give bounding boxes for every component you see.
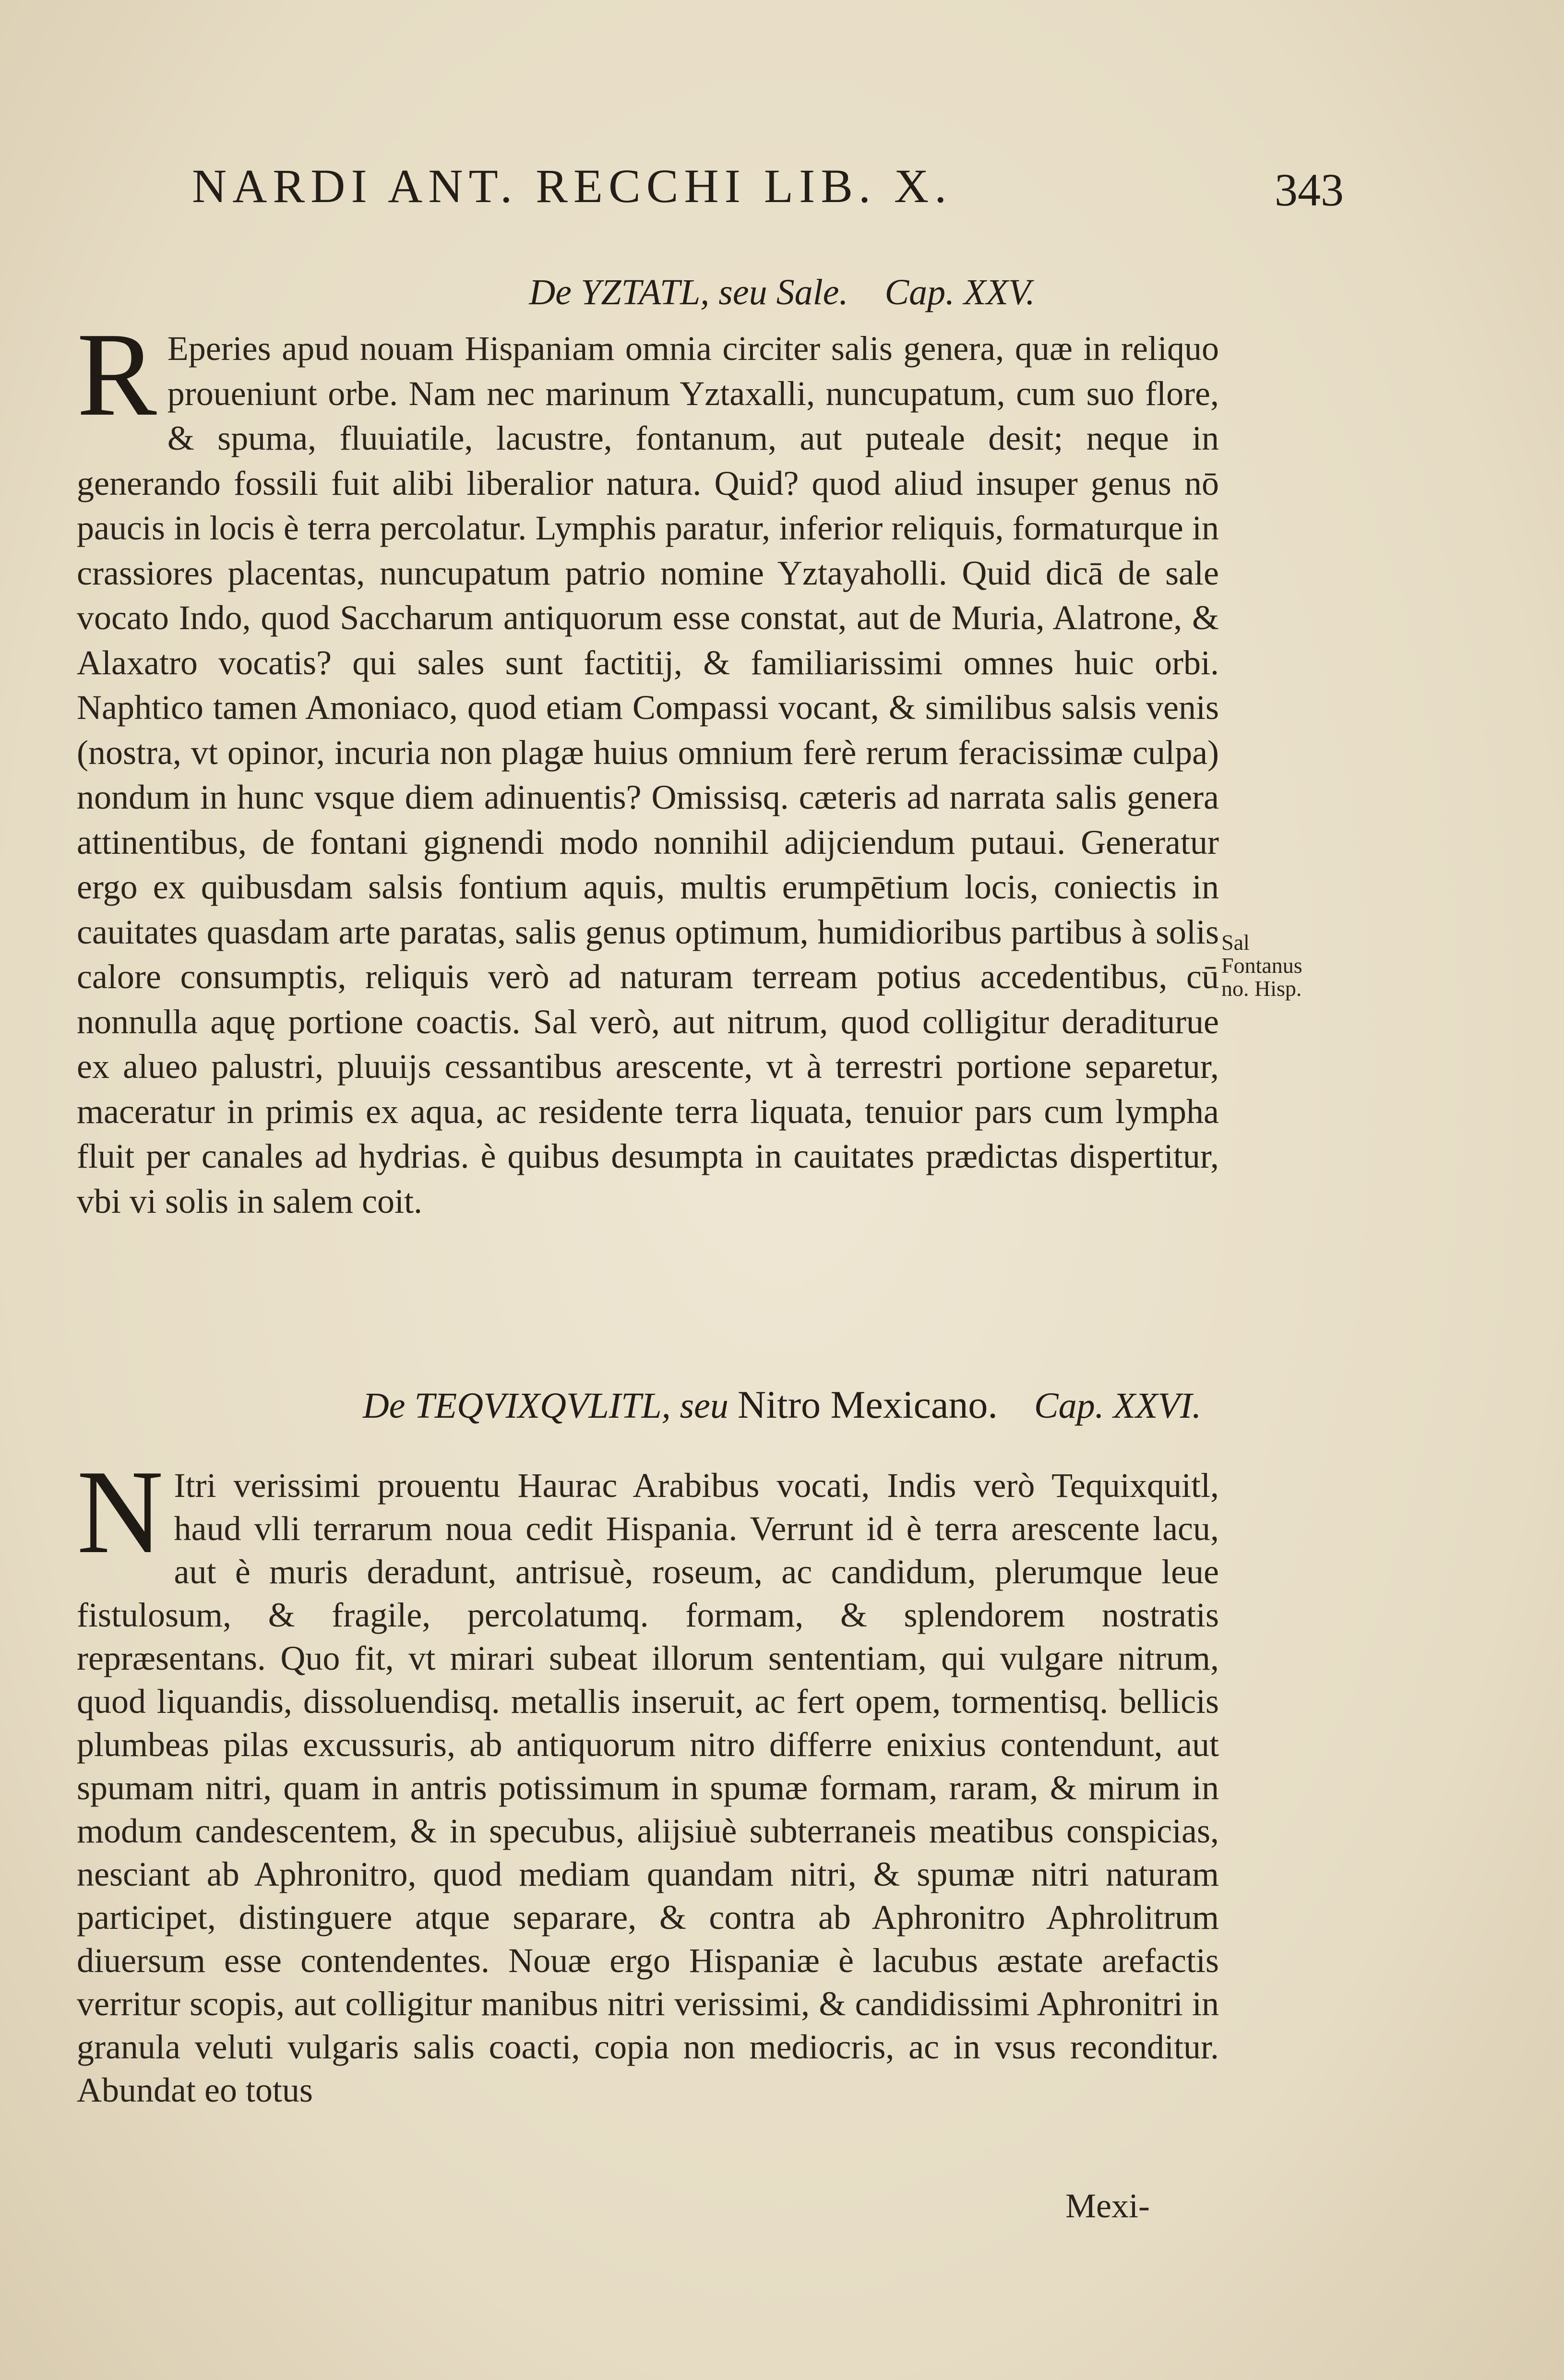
page-number: 343 (1275, 164, 1344, 215)
chapter-25-title-text: De YZTATL, seu Sale. (529, 272, 848, 312)
catchword: Mexi- (1065, 2187, 1150, 2225)
chapter-25-text: Eperies apud nouam Hispaniam omnia circiter salis genera, quæ in reliquo proueniunt orbe. Nam nec marinum Yztaxalli, nuncupatum, cum suo flore, & spuma, fluuiatile, lacustre, fontanum, aut puteale desit; neque in generando fossili fuit alibi liberalior natura. Quid? quod aliud insuper genus nō paucis in locis è terra percolatur. Lymphis paratur, inferior reliquis, formaturque in crassiores placentas, nuncupatum patrio nomine Yztayaholli. Quid dicā de sale vocato Indo, quod Saccharum antiquorum esse constat, aut de Muria, Alatrone, & Alaxatro vocatis? qui sales sunt factitij, & familiarissimi omnes huic orbi. Naphtico tamen Amoniaco, quod etiam Compassi vocant, & similibus salsis venis (nostra, vt opinor, incuria non plagæ huius omnium ferè rerum feracissimæ culpa) nondum in hunc vsque diem adinuentis? Omissisq. cæteris ad narrata salis genera attinentibus, de fontani gignendi modo nonnihil adijciendum putaui. Generatur ergo ex quibusdam salsis fontium aquis, multis erumpētium locis, coniectis in cauitates quasdam arte paratas, salis genus optimum, humidioribus partibus à solis calore consumptis, reliquis verò ad naturam terream potius accedentibus, cū nonnulla aquę portione coactis. Sal verò, aut nitrum, quod colligitur deraditurue ex alueo palustri, pluuijs cessantibus arescente, vt à terrestri portione separetur, maceratur in primis ex aqua, ac residente terra liquata, tenuior pars cum lympha fluit per canales ad hydrias. è quibus desumpta in cauitates prædictas dispertitur, vbi vi solis in salem coit. (77, 329, 1219, 1220)
marginal-note: Sal Fontanus no. Hisp. (1221, 930, 1302, 1001)
dropcap-r: R (77, 308, 157, 441)
chapter-25-title (0, 269, 1564, 314)
chapter-25-number: Cap. XXV. (884, 272, 1035, 312)
chapter-26-body (77, 1446, 1219, 2112)
chapter-26-text: Itri verissimi prouentu Haurac Arabibus vocati, Indis verò Tequixquitl, haud vlli terrarum noua cedit Hispania. Verrunt id è terra arescente lacu, aut è muris deradunt, antrisuè, roseum, ac candidum, plerumque leue fistulosum, & fragile, percolatumq. formam, & splendorem nostratis repræsentans. Quo fit, vt mirari subeat illorum sententiam, qui vulgare nitrum, quod liquandis, dissoluendisq. metallis inseruit, ac fert opem, tormentisq. bellicis plumbeas pilas excussuris, ab antiquorum nitro differre enixius contendunt, aut spumam nitri, quam in antris potissimum in spumæ formam, raram, & mirum in modum candescentem, & in specubus, alijsiuè subterraneis meatibus conspicias, nesciant ab Aphronitro, quod mediam quandam nitri, & spumæ nitri naturam participet, distinguere atque separare, & contra ab Aphronitro Aphrolitrum diuersum esse contendentes. Nouæ ergo Hispaniæ è lacubus æstate arefactis verritur scopis, aut colligitur manibus nitri verissimi, & candidissimi Aphronitri in granula veluti vulgaris salis coacti, copia non mediocris, ac in vsus reconditur. Abundat eo totus (77, 1466, 1219, 2109)
chapter-26-number: Cap. XXVI. (1034, 1386, 1202, 1426)
running-title: NARDI ANT. RECCHI LIB. X. (192, 159, 953, 213)
chapter-26-title-text: De TEQVIXQVLITL, seu (362, 1386, 728, 1426)
chapter-26-title-roman: Nitro Mexicano. (737, 1383, 998, 1426)
chapter-26-title (0, 1382, 1564, 1427)
page-header (192, 158, 1344, 226)
chapter-25-body (77, 308, 1219, 1224)
dropcap-n: N (77, 1446, 164, 1579)
